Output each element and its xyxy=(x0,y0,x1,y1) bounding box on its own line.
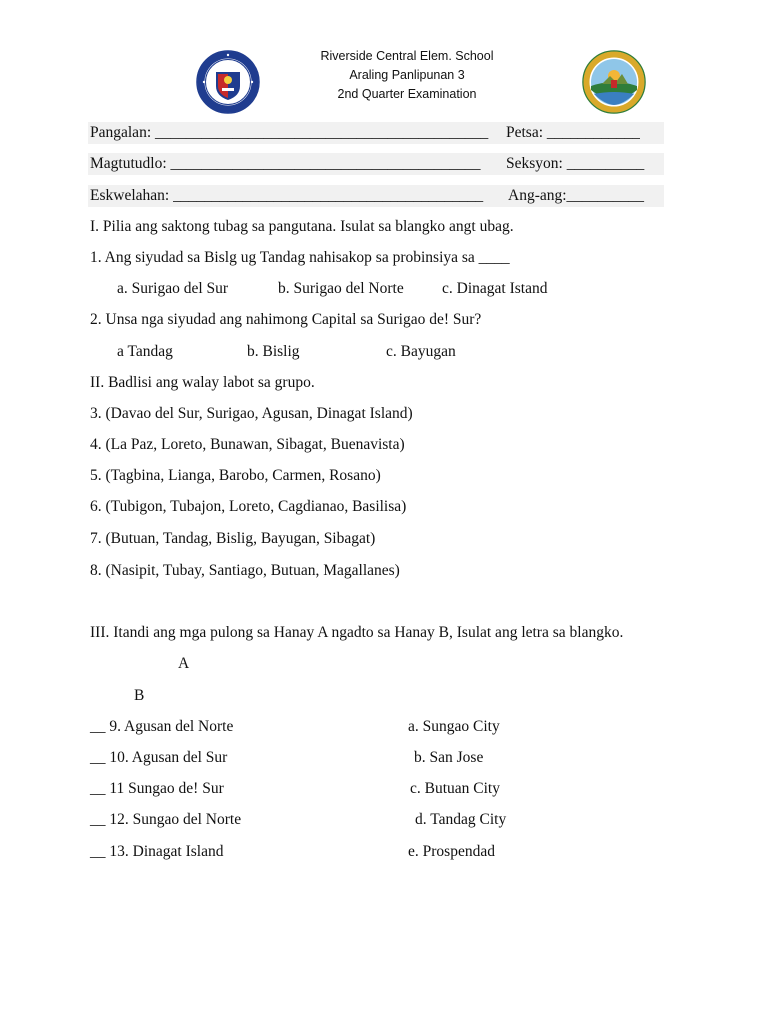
part3-instruction: III. Itandi ang mga pulong sa Hanay A ngadto sa Hanay B, Isulat ang letra sa blangko. xyxy=(90,624,624,641)
group-item: 8. (Nasipit, Tubay, Santiago, Butuan, Magallanes) xyxy=(90,562,400,579)
q1-option-b: b. Surigao del Norte xyxy=(278,280,404,297)
match-item-left: __ 11 Sungao de! Sur xyxy=(90,780,224,797)
match-item-left: __ 9. Agusan del Norte xyxy=(90,718,234,735)
date-field[interactable]: Petsa: ____________ xyxy=(506,124,640,141)
match-item-right: b. San Jose xyxy=(414,749,484,766)
match-item-right: e. Prospendad xyxy=(408,843,495,860)
subject-name: Araling Panlipunan 3 xyxy=(349,68,465,82)
school-name: Riverside Central Elem. School xyxy=(320,49,494,63)
q2-option-a: a Tandag xyxy=(117,343,173,360)
q1-option-a: a. Surigao del Sur xyxy=(117,280,229,297)
teacher-field[interactable]: Magtutudlo: ________________________________________ xyxy=(90,155,481,172)
match-item-right: a. Sungao City xyxy=(408,718,500,735)
q2-option-c: c. Bayugan xyxy=(386,343,456,360)
part2-instruction: II. Badlisi ang walay labot sa grupo. xyxy=(90,374,315,391)
grade-field[interactable]: Ang-ang:__________ xyxy=(508,187,645,204)
name-date-row xyxy=(88,122,664,144)
section-field[interactable]: Seksyon: __________ xyxy=(506,155,645,172)
name-field[interactable]: Pangalan: ___________________________________________ xyxy=(90,124,489,141)
division-seal-icon xyxy=(582,50,646,114)
match-item-left: __ 12. Sungao del Norte xyxy=(90,811,242,828)
group-item: 5. (Tagbina, Lianga, Barobo, Carmen, Rosano) xyxy=(90,467,381,484)
school-field[interactable]: Eskwelahan: ________________________________________ xyxy=(90,187,484,204)
question-1: 1. Ang siyudad sa Bislg ug Tandag nahisakop sa probinsiya sa ____ xyxy=(90,249,510,266)
teacher-section-row xyxy=(88,153,664,175)
group-item: 3. (Davao del Sur, Surigao, Agusan, Dinagat Island) xyxy=(90,405,413,422)
group-item: 7. (Butuan, Tandag, Bislig, Bayugan, Sibagat) xyxy=(90,530,376,547)
deped-seal-icon xyxy=(196,50,260,114)
question-2: 2. Unsa nga siyudad ang nahimong Capital sa Surigao de! Sur? xyxy=(90,311,482,328)
match-item-right: d. Tandag City xyxy=(415,811,507,828)
match-item-right: c. Butuan City xyxy=(410,780,500,797)
q2-option-b: b. Bislig xyxy=(247,343,300,360)
match-item-left: __ 13. Dinagat Island xyxy=(90,843,224,860)
school-grade-row xyxy=(88,185,664,207)
match-item-left: __ 10. Agusan del Sur xyxy=(90,749,228,766)
q1-option-c: c. Dinagat Istand xyxy=(442,280,548,297)
group-item: 4. (La Paz, Loreto, Bunawan, Sibagat, Buenavista) xyxy=(90,436,405,453)
group-item: 6. (Tubigon, Tubajon, Loreto, Cagdianao, Basilisa) xyxy=(90,498,407,515)
exam-title: 2nd Quarter Examination xyxy=(337,87,477,101)
school-header xyxy=(296,47,518,104)
column-b-heading: B xyxy=(134,687,145,704)
column-a-heading: A xyxy=(178,655,190,672)
part1-instruction: I. Pilia ang saktong tubag sa pangutana. Isulat sa blangko angt ubag. xyxy=(90,218,514,235)
